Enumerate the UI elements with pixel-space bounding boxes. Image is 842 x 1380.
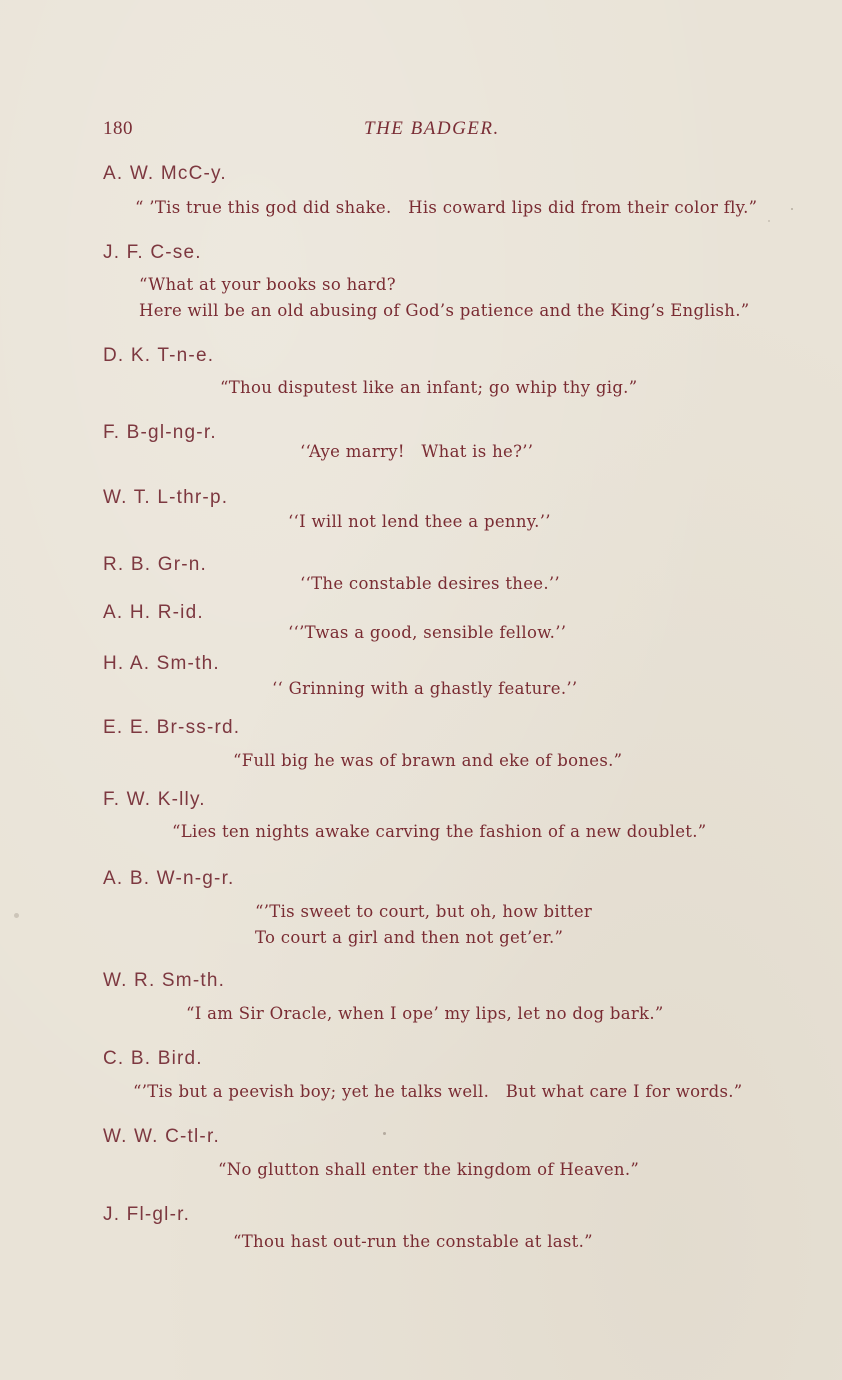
entry-name: W. T. L-thr-p.: [103, 487, 229, 508]
entry-name: W. W. C-tl-r.: [103, 1126, 220, 1147]
entry-quote: “Thou disputest like an infant; go whip thy gig.”: [220, 378, 638, 397]
entry-name: F. B-gl-ng-r.: [103, 422, 217, 443]
entry-quote: ‘‘ Grinning with a ghastly feature.’’: [272, 679, 578, 698]
entry-name: H. A. Sm-th.: [103, 653, 220, 674]
entry-name: R. B. Gr-n.: [103, 554, 207, 575]
entry-quote: ‘‘Aye marry! What is he?’’: [300, 442, 534, 461]
entry-name: C. B. Bird.: [103, 1048, 203, 1069]
entry-name: A. W. McC-y.: [103, 163, 227, 184]
entry-quote: “I am Sir Oracle, when I ope’ my lips, let no dog bark.”: [186, 1004, 664, 1023]
entry-quote: ‘‘I will not lend thee a penny.’’: [288, 512, 551, 531]
entry-name: E. E. Br-ss-rd.: [103, 717, 241, 738]
entry-quote: “’Tis but a peevish boy; yet he talks well. But what care I for words.”: [133, 1082, 743, 1101]
entry-quote: ‘‘The constable desires thee.’’: [300, 574, 560, 593]
entry-quote: “Full big he was of brawn and eke of bones.”: [233, 751, 623, 770]
entry-quote: “Lies ten nights awake carving the fashion of a new doublet.”: [172, 822, 707, 841]
entry-quote: “ ’Tis true this god did shake. His coward lips did from their color fly.”: [135, 198, 758, 217]
entry-name: D. K. T-n-e.: [103, 345, 215, 366]
entry-name: J. F. C-se.: [103, 242, 202, 263]
entry-quote: ‘‘’Twas a good, sensible fellow.’’: [288, 623, 567, 642]
entry-name: A. H. R-id.: [103, 602, 204, 623]
entry-quote: “’Tis sweet to court, but oh, how bitter: [255, 902, 593, 921]
page-number: 180: [103, 118, 133, 139]
entry-quote: To court a girl and then not get’er.”: [255, 928, 564, 947]
entry-quote: “Thou hast out-run the constable at last.”: [233, 1232, 593, 1251]
paper-speck: [791, 208, 793, 210]
paper-speck: [14, 913, 19, 918]
entry-quote: Here will be an old abusing of God’s patience and the King’s English.”: [139, 301, 750, 320]
entry-name: F. W. K-lly.: [103, 789, 206, 810]
entry-quote: “No glutton shall enter the kingdom of Heaven.”: [218, 1160, 640, 1179]
paper-speck: [383, 1132, 386, 1135]
page-title: THE BADGER.: [364, 118, 500, 139]
entry-name: W. R. Sm-th.: [103, 970, 226, 991]
entry-quote: “What at your books so hard?: [139, 275, 396, 294]
entry-name: J. Fl-gl-r.: [103, 1204, 191, 1225]
paper-speck: [768, 220, 770, 222]
entry-name: A. B. W-n-g-r.: [103, 868, 235, 889]
